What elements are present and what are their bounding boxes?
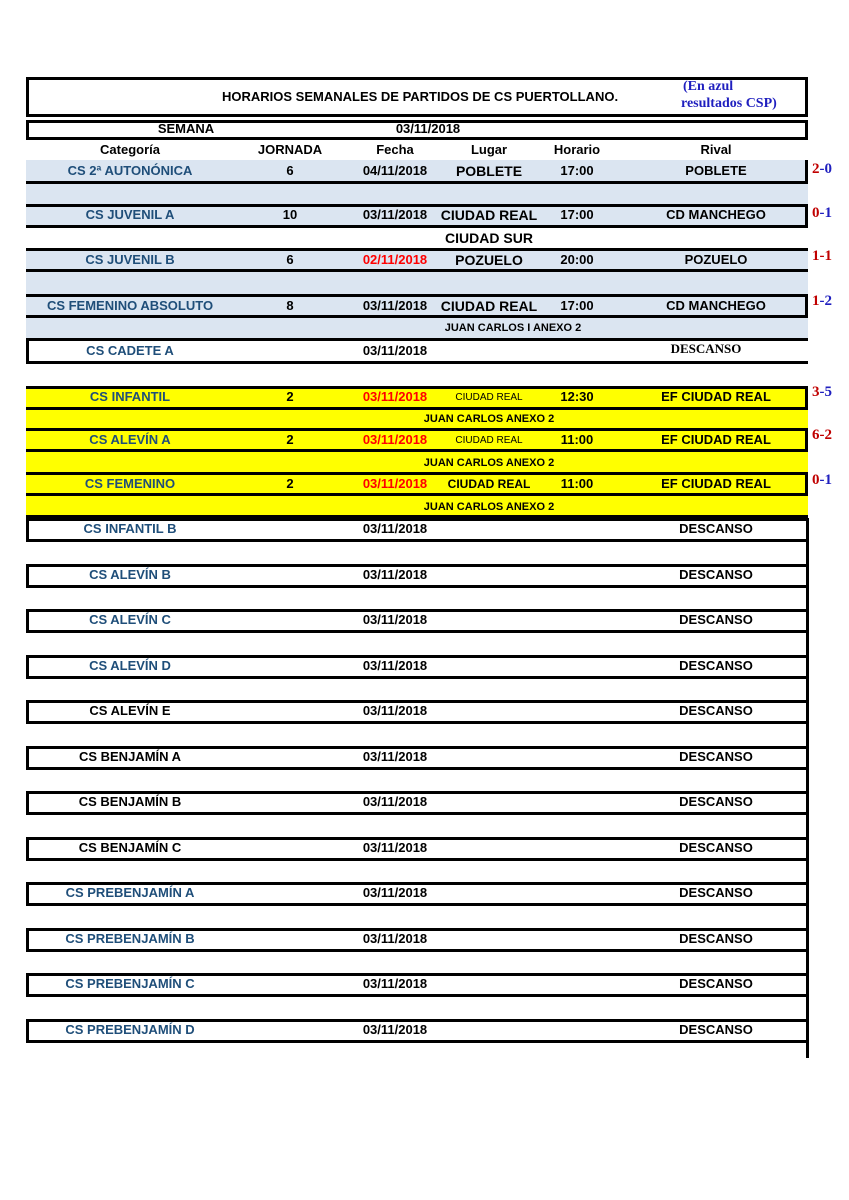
fecha-cell: 03/11/2018: [362, 1022, 428, 1037]
col-header-horario: Horario: [553, 142, 601, 157]
rival-cell: DESCANSO: [679, 658, 753, 673]
categoria-cell: CS FEMENINO: [84, 476, 176, 491]
venue-detail: JUAN CARLOS ANEXO 2: [423, 501, 555, 513]
fecha-cell: 03/11/2018: [362, 931, 428, 946]
fecha-cell: 03/11/2018: [362, 389, 428, 404]
fecha-cell: 03/11/2018: [362, 521, 428, 536]
rival-cell: EF CIUDAD REAL: [661, 476, 771, 491]
fecha-cell: 03/11/2018: [362, 298, 428, 313]
col-header-categoria: Categoría: [100, 142, 160, 157]
categoria-cell: CS ALEVÍN D: [89, 658, 171, 673]
fecha-cell: 03/11/2018: [362, 476, 428, 491]
rival-cell: DESCANSO: [670, 341, 742, 356]
rival-cell: EF CIUDAD REAL: [661, 432, 771, 447]
categoria-cell: CS JUVENIL B: [85, 252, 175, 267]
rival-cell: DESCANSO: [679, 931, 753, 946]
categoria-cell: CS INFANTIL: [89, 389, 171, 404]
horario-cell: 17:00: [560, 298, 594, 313]
categoria-cell: CS PREBENJAMÍN D: [65, 1022, 195, 1037]
row-sub-band: [26, 496, 808, 518]
fecha-cell: 03/11/2018: [362, 567, 428, 582]
categoria-cell: CS BENJAMÍN C: [78, 840, 182, 855]
rival-cell: POBLETE: [685, 163, 747, 178]
rival-cell: DESCANSO: [679, 521, 753, 536]
week-date: 03/11/2018: [395, 121, 461, 136]
jornada-cell: 10: [282, 207, 298, 222]
row-gap-band: [26, 272, 808, 294]
categoria-cell: CS PREBENJAMÍN B: [65, 931, 195, 946]
rival-cell: CD MANCHEGO: [666, 298, 766, 313]
rival-cell: DESCANSO: [679, 703, 753, 718]
rival-cell: DESCANSO: [679, 749, 753, 764]
right-border: [806, 518, 809, 1058]
row-sub-band: [26, 318, 808, 338]
jornada-cell: 8: [286, 298, 294, 313]
jornada-cell: 6: [286, 252, 294, 267]
categoria-cell: CS ALEVÍN A: [89, 432, 171, 447]
categoria-cell: CS PREBENJAMÍN C: [65, 976, 195, 991]
col-header-fecha: Fecha: [376, 142, 414, 157]
fecha-cell: 03/11/2018: [362, 343, 428, 358]
venue-detail: JUAN CARLOS ANEXO 2: [423, 413, 555, 425]
col-header-jornada: JORNADA: [257, 142, 323, 157]
rival-cell: DESCANSO: [679, 567, 753, 582]
horario-cell: 17:00: [560, 163, 594, 178]
venue-detail: CIUDAD SUR: [445, 230, 533, 246]
row-gap-band: [26, 184, 808, 204]
jornada-cell: 2: [286, 432, 294, 447]
rival-cell: CD MANCHEGO: [666, 207, 766, 222]
categoria-cell: CS ALEVÍN E: [89, 703, 171, 718]
fecha-cell: 03/11/2018: [362, 207, 428, 222]
fecha-cell: 03/11/2018: [362, 703, 428, 718]
lugar-cell: POZUELO: [455, 252, 523, 268]
horario-cell: 11:00: [560, 476, 594, 491]
venue-detail: JUAN CARLOS I ANEXO 2: [444, 322, 582, 334]
row-sub-band: [26, 410, 808, 430]
fecha-cell: 03/11/2018: [362, 658, 428, 673]
score: 1-2: [812, 293, 832, 309]
venue-detail: JUAN CARLOS ANEXO 2: [423, 457, 555, 469]
rival-cell: EF CIUDAD REAL: [661, 389, 771, 404]
categoria-cell: CS ALEVÍN C: [89, 612, 171, 627]
fecha-cell: 03/11/2018: [362, 794, 428, 809]
col-header-rival: Rival: [700, 142, 732, 157]
fecha-cell: 02/11/2018: [362, 252, 428, 267]
lugar-cell: CIUDAD REAL: [440, 298, 538, 314]
lugar-cell: CIUDAD REAL: [455, 392, 523, 403]
lugar-cell: POBLETE: [455, 163, 523, 179]
score: 0-1: [812, 472, 832, 488]
categoria-cell: CS PREBENJAMÍN A: [65, 885, 195, 900]
fecha-cell: 03/11/2018: [362, 885, 428, 900]
lugar-cell: CIUDAD REAL: [447, 477, 531, 491]
categoria-cell: CS 2ª AUTONÓNICA: [67, 163, 193, 178]
categoria-cell: CS BENJAMÍN B: [78, 794, 182, 809]
categoria-cell: CS INFANTIL B: [83, 521, 177, 536]
lugar-cell: CIUDAD REAL: [440, 207, 538, 223]
horario-cell: 17:00: [560, 207, 594, 222]
score: 2-0: [812, 161, 832, 177]
fecha-cell: 03/11/2018: [362, 976, 428, 991]
jornada-cell: 2: [286, 476, 294, 491]
score: 3-5: [812, 384, 832, 400]
categoria-cell: CS ALEVÍN B: [89, 567, 171, 582]
col-header-lugar: Lugar: [470, 142, 508, 157]
categoria-cell: CS JUVENIL A: [85, 207, 175, 222]
results-note-line2: resultados CSP): [681, 96, 777, 111]
rival-cell: DESCANSO: [679, 794, 753, 809]
results-note-line1: (En azul: [683, 79, 734, 94]
rival-cell: DESCANSO: [679, 885, 753, 900]
rival-cell: POZUELO: [684, 252, 748, 267]
row-sub-band: [26, 228, 808, 250]
row-sub-band: [26, 452, 808, 472]
categoria-cell: CS BENJAMÍN A: [78, 749, 182, 764]
score: 0-1: [812, 205, 832, 221]
rival-cell: DESCANSO: [679, 1022, 753, 1037]
horario-cell: 11:00: [560, 432, 594, 447]
fecha-cell: 03/11/2018: [362, 612, 428, 627]
fecha-cell: 03/11/2018: [362, 840, 428, 855]
rival-cell: DESCANSO: [679, 976, 753, 991]
jornada-cell: 2: [286, 389, 294, 404]
horario-cell: 12:30: [560, 389, 594, 404]
page-title: HORARIOS SEMANALES DE PARTIDOS DE CS PUERTOLLANO.: [222, 89, 619, 104]
jornada-cell: 6: [286, 163, 294, 178]
categoria-cell: CS CADETE A: [86, 343, 174, 358]
fecha-cell: 03/11/2018: [362, 749, 428, 764]
fecha-cell: 03/11/2018: [362, 432, 428, 447]
score: 1-1: [812, 248, 832, 264]
horario-cell: 20:00: [560, 252, 594, 267]
fecha-cell: 04/11/2018: [362, 163, 428, 178]
rival-cell: DESCANSO: [679, 840, 753, 855]
rival-cell: DESCANSO: [679, 612, 753, 627]
categoria-cell: CS FEMENINO ABSOLUTO: [46, 298, 214, 313]
week-label: SEMANA: [157, 121, 215, 136]
score: 6-2: [812, 427, 832, 443]
lugar-cell: CIUDAD REAL: [455, 435, 523, 446]
